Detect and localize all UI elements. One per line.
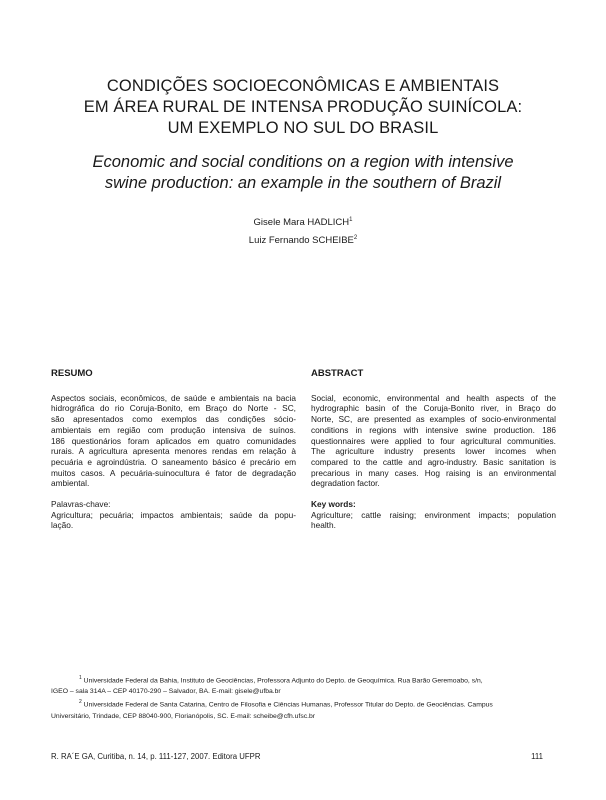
- title-english: [40, 152, 566, 194]
- key-words-label: Key words:: [311, 499, 356, 510]
- abstract-section: [311, 369, 556, 531]
- title-pt-line: CONDIÇÕES SOCIOECONÔMICAS E AMBIENTAIS: [106, 77, 500, 95]
- title-en-line: Economic and social conditions on a region with intensive: [92, 153, 514, 171]
- abstract-line: Norte, SC, are presented as examples of socio-environmental: [311, 414, 556, 425]
- resumo-line: ambientais em região com produção intensiva de suínos.: [51, 424, 296, 435]
- resumo-line: são apresentados como exemplos das condições sócio-: [51, 414, 296, 425]
- resumo-heading: RESUMO: [51, 368, 93, 379]
- footnote-mark: 1: [79, 675, 82, 681]
- author-name: Gisele Mara HADLICH: [253, 217, 350, 229]
- abstract-line: conditions in regions with intensive swine production. 186: [311, 424, 556, 435]
- footnote-2-cont: Universitário, Trindade, CEP 88040-900, Florianópolis, SC. E-mail: scheibe@cfh.ufsc.br: [51, 712, 316, 720]
- resumo-line: Aspectos sociais, econômicos, de saúde e ambientais na bacia: [51, 392, 296, 403]
- keyword-line: Agricultura; pecuária; impactos ambientais; saúde da popu-: [51, 509, 296, 520]
- abstract-line: Social, economic, environmental and health aspects of the: [311, 392, 556, 403]
- abstract-heading: ABSTRACT: [311, 368, 364, 379]
- footnote-1-cont: IGEO – sala 314A – CEP 40170-290 – Salvador, BA. E-mail: gisele@ufba.br: [51, 688, 281, 696]
- resumo-line: pecuária e agroindústria. O saneamento básico é precário em: [51, 456, 296, 467]
- resumo-line: ambiental.: [51, 478, 90, 489]
- resumo-line: hidrográfica do rio Coruja-Bonito, em Braço do Norte - SC,: [51, 403, 296, 414]
- title-pt-line: EM ÁREA RURAL DE INTENSA PRODUÇÃO SUINÍCOLA:: [83, 98, 523, 116]
- resumo-line: 186 questionários foram aplicados em quatro comunidades: [51, 435, 296, 446]
- author-1: [0, 217, 606, 228]
- footnote-1: [51, 673, 556, 686]
- palavras-chave-label: Palavras-chave:: [51, 499, 111, 510]
- abstract-line: hydrographic basin of the Coruja-Bonito river, in Braço do: [311, 403, 556, 414]
- footnote-text: Universidade Federal de Santa Catarina, Centro de Filosofia e Ciências Humanas, Professor Titular do Depto. de Geociências. Campus: [83, 701, 493, 709]
- resumo-line: muitos casos. A pecuária-suinocultura é fator de degradação: [51, 467, 296, 478]
- resumo-line: rurais. A agricultura apresenta menores rendas em relação à: [51, 446, 296, 457]
- author-name: Luiz Fernando SCHEIBE: [248, 235, 354, 247]
- abstract-line: precarious in many cases. Hog raising is an environmental: [311, 467, 556, 478]
- author-footnote-mark: 2: [353, 235, 358, 241]
- footnote-text: Universidade Federal da Bahia, Instituto de Geociências, Professora Adjunto do Depto. de Geoquímica. Rua Barão Geremoabo, s/n,: [83, 677, 483, 685]
- keyword-line: lação.: [51, 520, 74, 531]
- author-footnote-mark: 1: [349, 217, 353, 223]
- abstract-line: The agriculture industry presents lower incomes when: [311, 446, 556, 457]
- abstract-line: compared to the cattle and agro-industry. Basic sanitation is: [311, 456, 556, 467]
- page-number: 111: [531, 752, 543, 761]
- title-en-line: swine production: an example in the southern of Brazil: [104, 174, 502, 192]
- abstract-text: [311, 393, 556, 489]
- keyword-line: health.: [311, 520, 336, 531]
- abstract-line: degradation factor.: [311, 478, 380, 489]
- resumo-section: [51, 369, 296, 531]
- footnote-mark: 2: [79, 699, 82, 706]
- footnote-2: [51, 697, 556, 710]
- key-words-text: [311, 510, 556, 531]
- palavras-chave-text: [51, 510, 296, 531]
- author-2: [0, 235, 606, 246]
- title-portuguese: [40, 76, 566, 139]
- keyword-line: Agriculture; cattle raising; environment impacts; population: [311, 509, 556, 520]
- title-pt-line: UM EXEMPLO NO SUL DO BRASIL: [167, 119, 439, 137]
- journal-citation: R. RA´E GA, Curitiba, n. 14, p. 111-127, 2007. Editora UFPR: [51, 752, 261, 761]
- resumo-text: [51, 393, 296, 489]
- abstract-line: questionnaires were applied to four agricultural communities.: [311, 435, 556, 446]
- footnotes: [51, 673, 556, 722]
